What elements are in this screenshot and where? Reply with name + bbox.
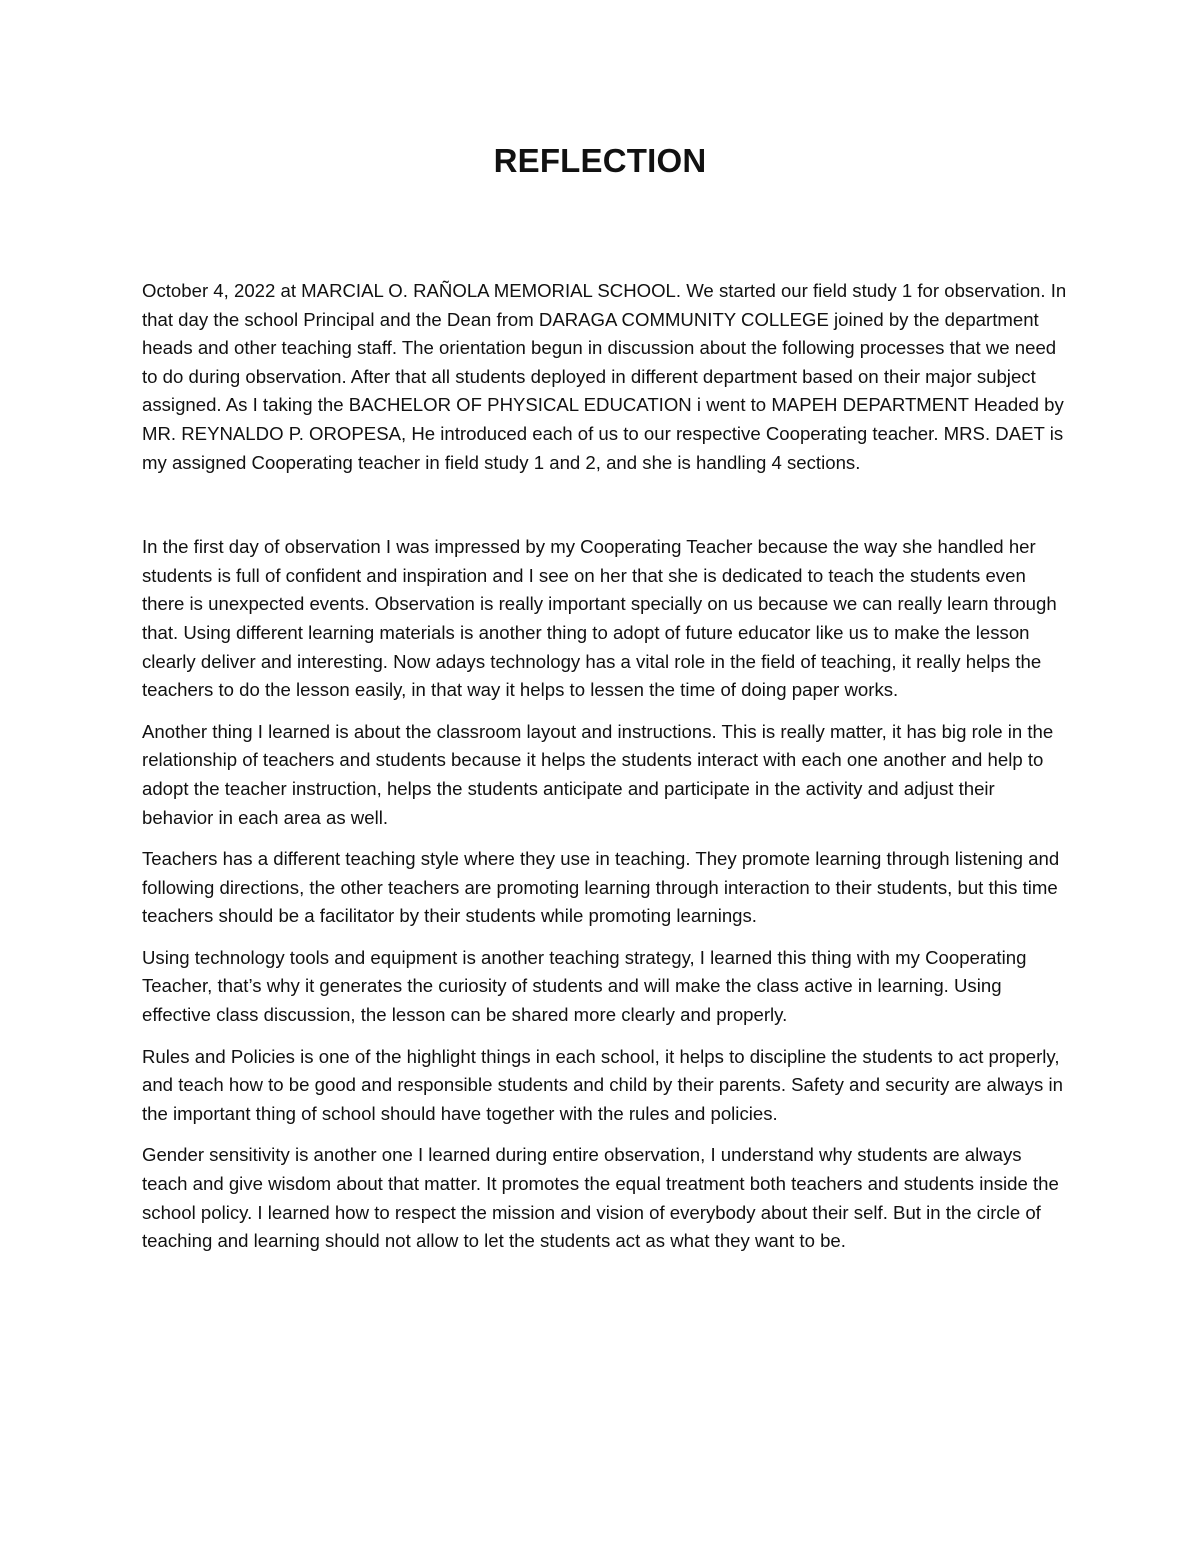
document-title: REFLECTION [493, 142, 707, 179]
document-body [142, 277, 1067, 1256]
paragraph-3: Another thing I learned is about the classroom layout and instructions. This is really matter, it has big role in the relationship of teachers and students because it helps the students interact with each one another and help to adopt the teacher instruction, helps the students anticipate and participate in the activity and adjust their behavior in each area as well. [142, 720, 1054, 828]
paragraph-1: October 4, 2022 at MARCIAL O. RAÑOLA MEMORIAL SCHOOL. We started our field study 1 for observation. In that day the school Principal and the Dean from DARAGA COMMUNITY COLLEGE joined by the department heads and other teaching staff. The orientation begun in discussion about the following processes that we need to do during observation. After that all students deployed in different department based on their major subject assigned. As I taking the BACHELOR OF PHYSICAL EDUCATION i went to MAPEH DEPARTMENT Headed by MR. REYNALDO P. OROPESA, He introduced each of us to our respective Cooperating teacher. MRS. DAET is my assigned Cooperating teacher in field study 1 and 2, and she is handling 4 sections. [142, 280, 1067, 473]
paragraph-4: Teachers has a different teaching style where they use in teaching. They promote learning through listening and following directions, the other teachers are promoting learning through interaction to their students, but this time teachers should be a facilitator by their students while promoting learnings. [142, 848, 1060, 927]
paragraph-6: Rules and Policies is one of the highlight things in each school, it helps to discipline the students to act properly, and teach how to be good and responsible students and child by their parents. Safety and security are always in the important thing of school should have together with the rules and policies. [142, 1045, 1063, 1124]
paragraph-2: In the first day of observation I was impressed by my Cooperating Teacher because the way she handled her students is full of confident and inspiration and I see on her that she is dedicated to teach the students even there is unexpected events. Observation is really important specially on us because we can really learn through that. Using different learning materials is another thing to adopt of future educator like us to make the lesson clearly deliver and interesting. Now adays technology has a vital role in the field of teaching, it really helps the teachers to do the lesson easily, in that way it helps to lessen the time of doing paper works. [142, 536, 1057, 701]
paragraph-7: Gender sensitivity is another one I learned during entire observation, I understand why students are always teach and give wisdom about that matter. It promotes the equal treatment both teachers and students inside the school policy. I learned how to respect the mission and vision of everybody about their self. But in the circle of teaching and learning should not allow to let the students act as what they want to be. [142, 1144, 1059, 1252]
paragraph-5: Using technology tools and equipment is another teaching strategy, I learned this thing with my Cooperating Teacher, that’s why it generates the curiosity of students and will make the class active in learning. Using effective class discussion, the lesson can be shared more clearly and properly. [142, 946, 1027, 1026]
